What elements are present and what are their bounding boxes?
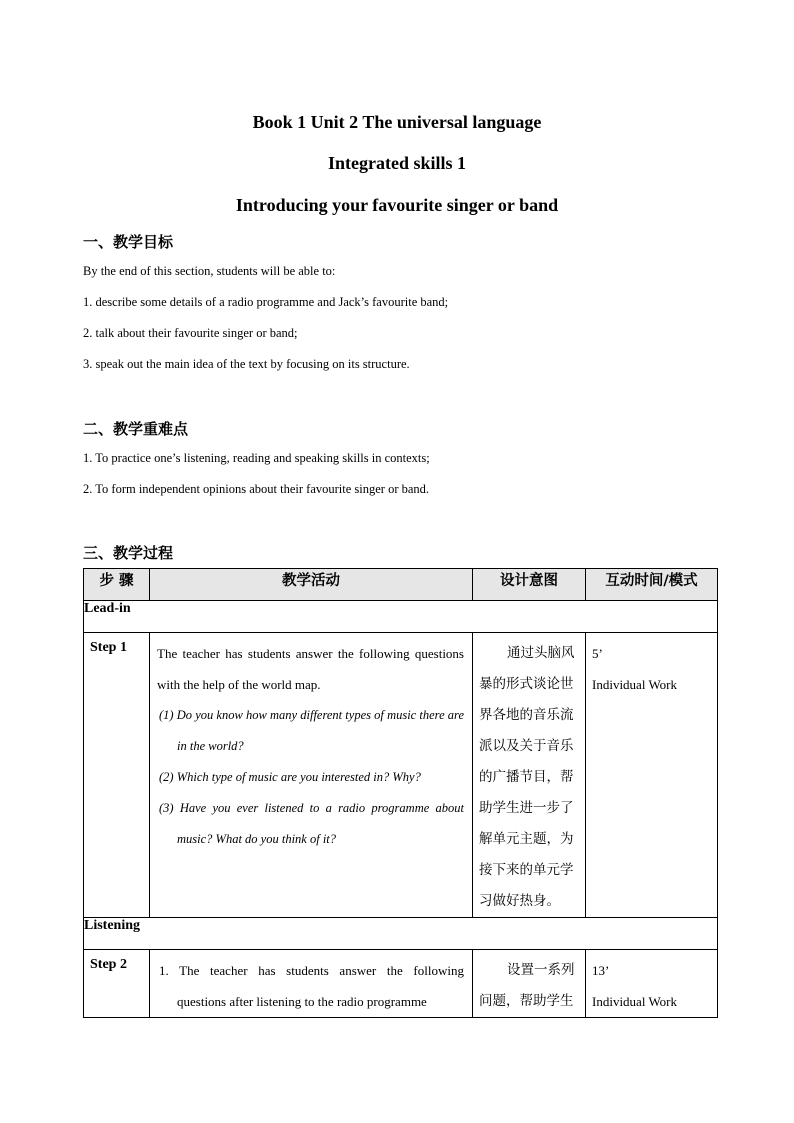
purpose-line: 界各地的音乐流 bbox=[479, 707, 574, 723]
time-mode-cell bbox=[586, 950, 718, 1018]
time-mode-cell bbox=[586, 633, 718, 918]
table-section-row bbox=[84, 918, 718, 950]
section-heading-objectives: 一、教学目标 bbox=[83, 233, 174, 251]
purpose-line: 解单元主题，为 bbox=[479, 831, 574, 847]
purpose-line: 问题，帮助学生 bbox=[479, 993, 574, 1009]
mode-value: Individual Work bbox=[592, 994, 678, 1009]
procedure-table bbox=[83, 568, 718, 1018]
purpose-line: 的广播节目，帮 bbox=[479, 769, 574, 785]
table-row bbox=[84, 633, 718, 918]
section-label-listening: Listening bbox=[84, 918, 718, 950]
activity-cell bbox=[150, 950, 473, 1018]
purpose-cell bbox=[473, 633, 586, 918]
objective-item: 3. speak out the main idea of the text by focusing on its structure. bbox=[83, 357, 410, 371]
objective-item: 1. describe some details of a radio programme and Jack’s favourite band; bbox=[83, 295, 449, 309]
document-subtitle: Integrated skills 1 bbox=[327, 153, 466, 173]
activity-question: (1) Do you know how many different types of music there are in the world? bbox=[159, 708, 464, 753]
header-time-mode: 互动时间/模式 bbox=[586, 569, 718, 601]
purpose-line: 接下来的单元学 bbox=[479, 862, 574, 878]
activity-intro: The teacher has students answer the following questions with the help of the world map. bbox=[157, 646, 464, 692]
purpose-line: 助学生进一步了 bbox=[479, 800, 574, 816]
step-label: Step 2 bbox=[84, 950, 150, 1018]
key-point-item: 1. To practice one’s listening, reading and speaking skills in contexts; bbox=[83, 451, 430, 465]
objectives-intro: By the end of this section, students will be able to: bbox=[83, 264, 336, 278]
table-section-row bbox=[84, 601, 718, 633]
header-step: 步 骤 bbox=[84, 569, 150, 601]
purpose-line: 习做好热身。 bbox=[479, 893, 560, 909]
activity-text: 1. The teacher has students answer the following questions after listening to the radio programme bbox=[159, 963, 464, 1009]
mode-value: Individual Work bbox=[592, 677, 678, 692]
objective-item: 2. talk about their favourite singer or band; bbox=[83, 326, 298, 340]
section-heading-procedure: 三、教学过程 bbox=[83, 544, 174, 562]
document-title: Book 1 Unit 2 The universal language bbox=[252, 112, 542, 132]
header-purpose: 设计意图 bbox=[473, 569, 586, 601]
purpose-line: 设置一系列 bbox=[507, 962, 575, 978]
activity-question: (3) Have you ever listened to a radio programme about music? What do you think of it? bbox=[159, 801, 464, 846]
activity-question: (2) Which type of music are you interested in? Why? bbox=[159, 770, 421, 784]
time-value: 13’ bbox=[592, 963, 610, 978]
step-label: Step 1 bbox=[84, 633, 150, 918]
time-value: 5’ bbox=[592, 646, 603, 661]
section-label-lead-in: Lead-in bbox=[84, 601, 718, 633]
key-point-item: 2. To form independent opinions about their favourite singer or band. bbox=[83, 482, 430, 496]
table-row bbox=[84, 950, 718, 1018]
purpose-line: 暴的形式谈论世 bbox=[479, 676, 574, 692]
activity-cell bbox=[150, 633, 473, 918]
header-activity: 教学活动 bbox=[150, 569, 473, 601]
purpose-cell bbox=[473, 950, 586, 1018]
table-header-row bbox=[84, 569, 718, 601]
document-topic: Introducing your favourite singer or band bbox=[235, 195, 559, 215]
purpose-line: 派以及关于音乐 bbox=[479, 738, 574, 754]
purpose-line: 通过头脑风 bbox=[507, 645, 575, 661]
section-heading-key-points: 二、教学重难点 bbox=[83, 420, 189, 438]
